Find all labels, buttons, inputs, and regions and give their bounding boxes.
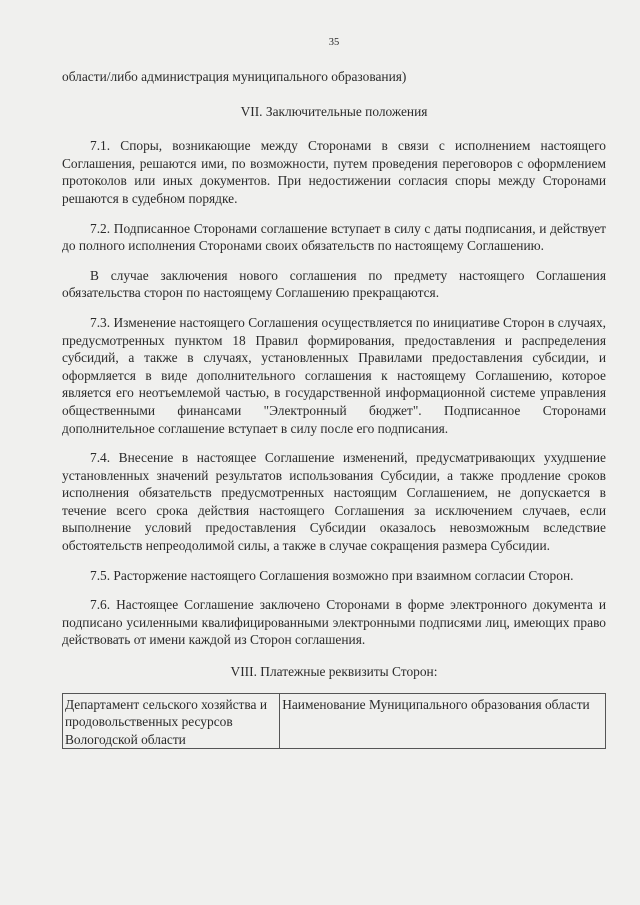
section-title-final-provisions: VII. Заключительные положения	[240, 103, 428, 119]
page-number: 35	[328, 37, 340, 48]
paragraph-7-6: 7.6. Настоящее Соглашение заключено Сторонами в форме электронного документа и подписано усиленными квалифицированными электронными подписями лиц, имеющих право действовать от имени каждой из Сторон соглашения.	[62, 597, 606, 648]
paragraph-7-3: 7.3. Изменение настоящего Соглашения осуществляется по инициативе Сторон в случаях, предусмотренных пунктом 18 Правил формирования, предоставления и распределения субсидий, а также в случаях, установленных Правилами предоставления субсидии, и оформляется в виде дополнительного соглашения к настоящему Соглашению, которое является его неотъемлемой частью, в государственной информационной системе управления общественными финансами "Электронный бюджет". Подписанное Сторонами дополнительное соглашение вступает в силу после его подписания.	[62, 314, 606, 436]
payment-details-table	[62, 693, 606, 750]
paragraph-new-agreement: В случае заключения нового соглашения по предмету настоящего Соглашения обязательства сторон по настоящему Соглашению прекращаются.	[62, 267, 606, 301]
table-row	[63, 693, 606, 749]
paragraph-7-2: 7.2. Подписанное Сторонами соглашение вступает в силу с даты подписания, и действует до полного исполнения Сторонами своих обязательств по настоящему Соглашению.	[62, 220, 606, 254]
section-title-payment-details: VIII. Платежные реквизиты Сторон:	[230, 664, 438, 680]
continued-text-line: области/либо администрация муниципального образования)	[62, 69, 407, 84]
paragraph-7-5: 7.5. Расторжение настоящего Соглашения возможно при взаимном согласии Сторон.	[90, 567, 574, 583]
paragraph-7-1: 7.1. Споры, возникающие между Сторонами в связи с исполнением настоящего Соглашения, решаются ими, по возможности, путем проведения переговоров с оформлением протоколов или иных документов. При недостижении согласия споры между Сторонами решаются в судебном порядке.	[62, 138, 606, 206]
paragraph-7-4: 7.4. Внесение в настоящее Соглашение изменений, предусматривающих ухудшение установленных значений результатов использования Субсидии, а также продление сроков исполнения обязательств предусмотренных настоящим Соглашением, не допускается в течение всего срока действия настоящего Соглашения за исключением случаев, если выполнение условий предоставления Субсидии оказалось невозможным вследствие обстоятельств непреодолимой силы, а также в случае сокращения размера Субсидии.	[62, 450, 606, 554]
table-cell-department: Департамент сельского хозяйства и продовольственных ресурсов Вологодской области	[63, 693, 280, 749]
table-cell-municipality: Наименование Муниципального образования области	[280, 693, 606, 749]
